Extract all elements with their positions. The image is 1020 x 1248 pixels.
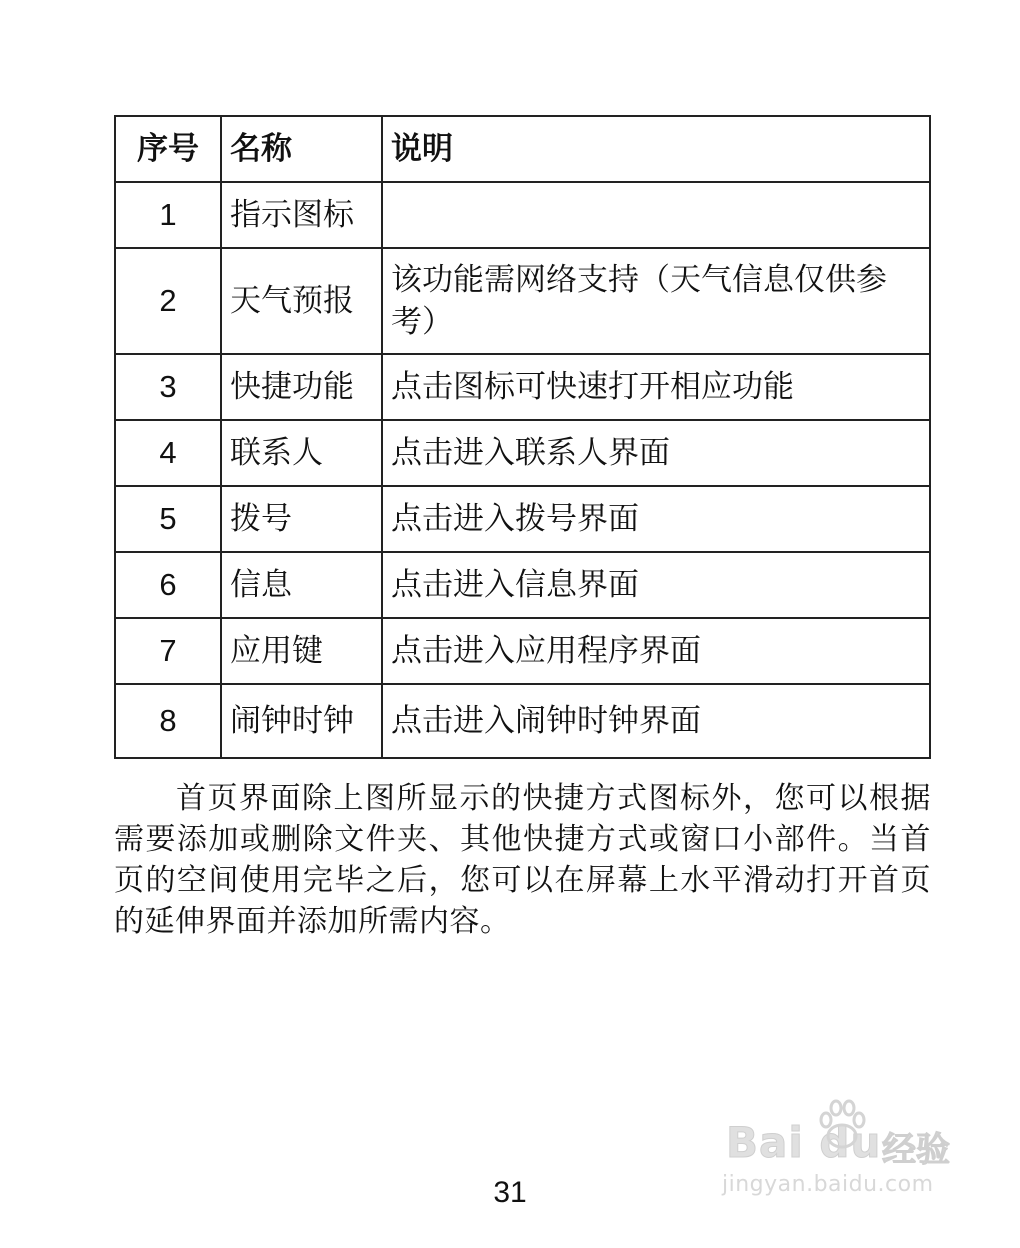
row-description: 点击进入信息界面 <box>382 552 930 618</box>
row-number: 8 <box>115 684 221 758</box>
row-number: 7 <box>115 618 221 684</box>
header-name: 名称 <box>221 116 382 182</box>
row-description: 点击进入联系人界面 <box>382 420 930 486</box>
row-number: 5 <box>115 486 221 552</box>
baidu-watermark <box>720 1096 970 1206</box>
table-row <box>115 618 930 684</box>
watermark-suffix: 经验 <box>882 1130 950 1170</box>
function-table <box>114 115 931 759</box>
paw-icon <box>812 1096 872 1156</box>
row-name: 应用键 <box>221 618 382 684</box>
row-number: 2 <box>115 248 221 354</box>
table-row <box>115 354 930 420</box>
row-description: 点击图标可快速打开相应功能 <box>382 354 930 420</box>
row-number: 6 <box>115 552 221 618</box>
row-name: 天气预报 <box>221 248 382 354</box>
row-name: 指示图标 <box>221 182 382 248</box>
watermark-logo-text: Bai du <box>726 1118 882 1167</box>
row-number: 1 <box>115 182 221 248</box>
row-description <box>382 182 930 248</box>
row-number: 3 <box>115 354 221 420</box>
table-row <box>115 552 930 618</box>
table-header-row <box>115 116 930 182</box>
header-no: 序号 <box>115 116 221 182</box>
row-name: 联系人 <box>221 420 382 486</box>
page-number: 31 <box>493 1176 527 1209</box>
row-description: 点击进入应用程序界面 <box>382 618 930 684</box>
row-description: 该功能需网络支持（天气信息仅供参考） <box>382 248 930 354</box>
header-desc: 说明 <box>382 116 930 182</box>
row-name: 闹钟时钟 <box>221 684 382 758</box>
body-paragraph: 首页界面除上图所显示的快捷方式图标外，您可以根据需要添加或删除文件夹、其他快捷方式或窗口小部件。当首页的空间使用完毕之后，您可以在屏幕上水平滑动打开首页的延伸界面并添加所需内容。 <box>114 781 931 939</box>
watermark-url: jingyan.baidu.com <box>722 1172 934 1197</box>
row-name: 快捷功能 <box>221 354 382 420</box>
table-row <box>115 486 930 552</box>
row-name: 信息 <box>221 552 382 618</box>
table-row <box>115 684 930 758</box>
row-description: 点击进入拨号界面 <box>382 486 930 552</box>
row-name: 拨号 <box>221 486 382 552</box>
table-row <box>115 248 930 354</box>
row-number: 4 <box>115 420 221 486</box>
row-description: 点击进入闹钟时钟界面 <box>382 684 930 758</box>
table-row <box>115 182 930 248</box>
table-row <box>115 420 930 486</box>
